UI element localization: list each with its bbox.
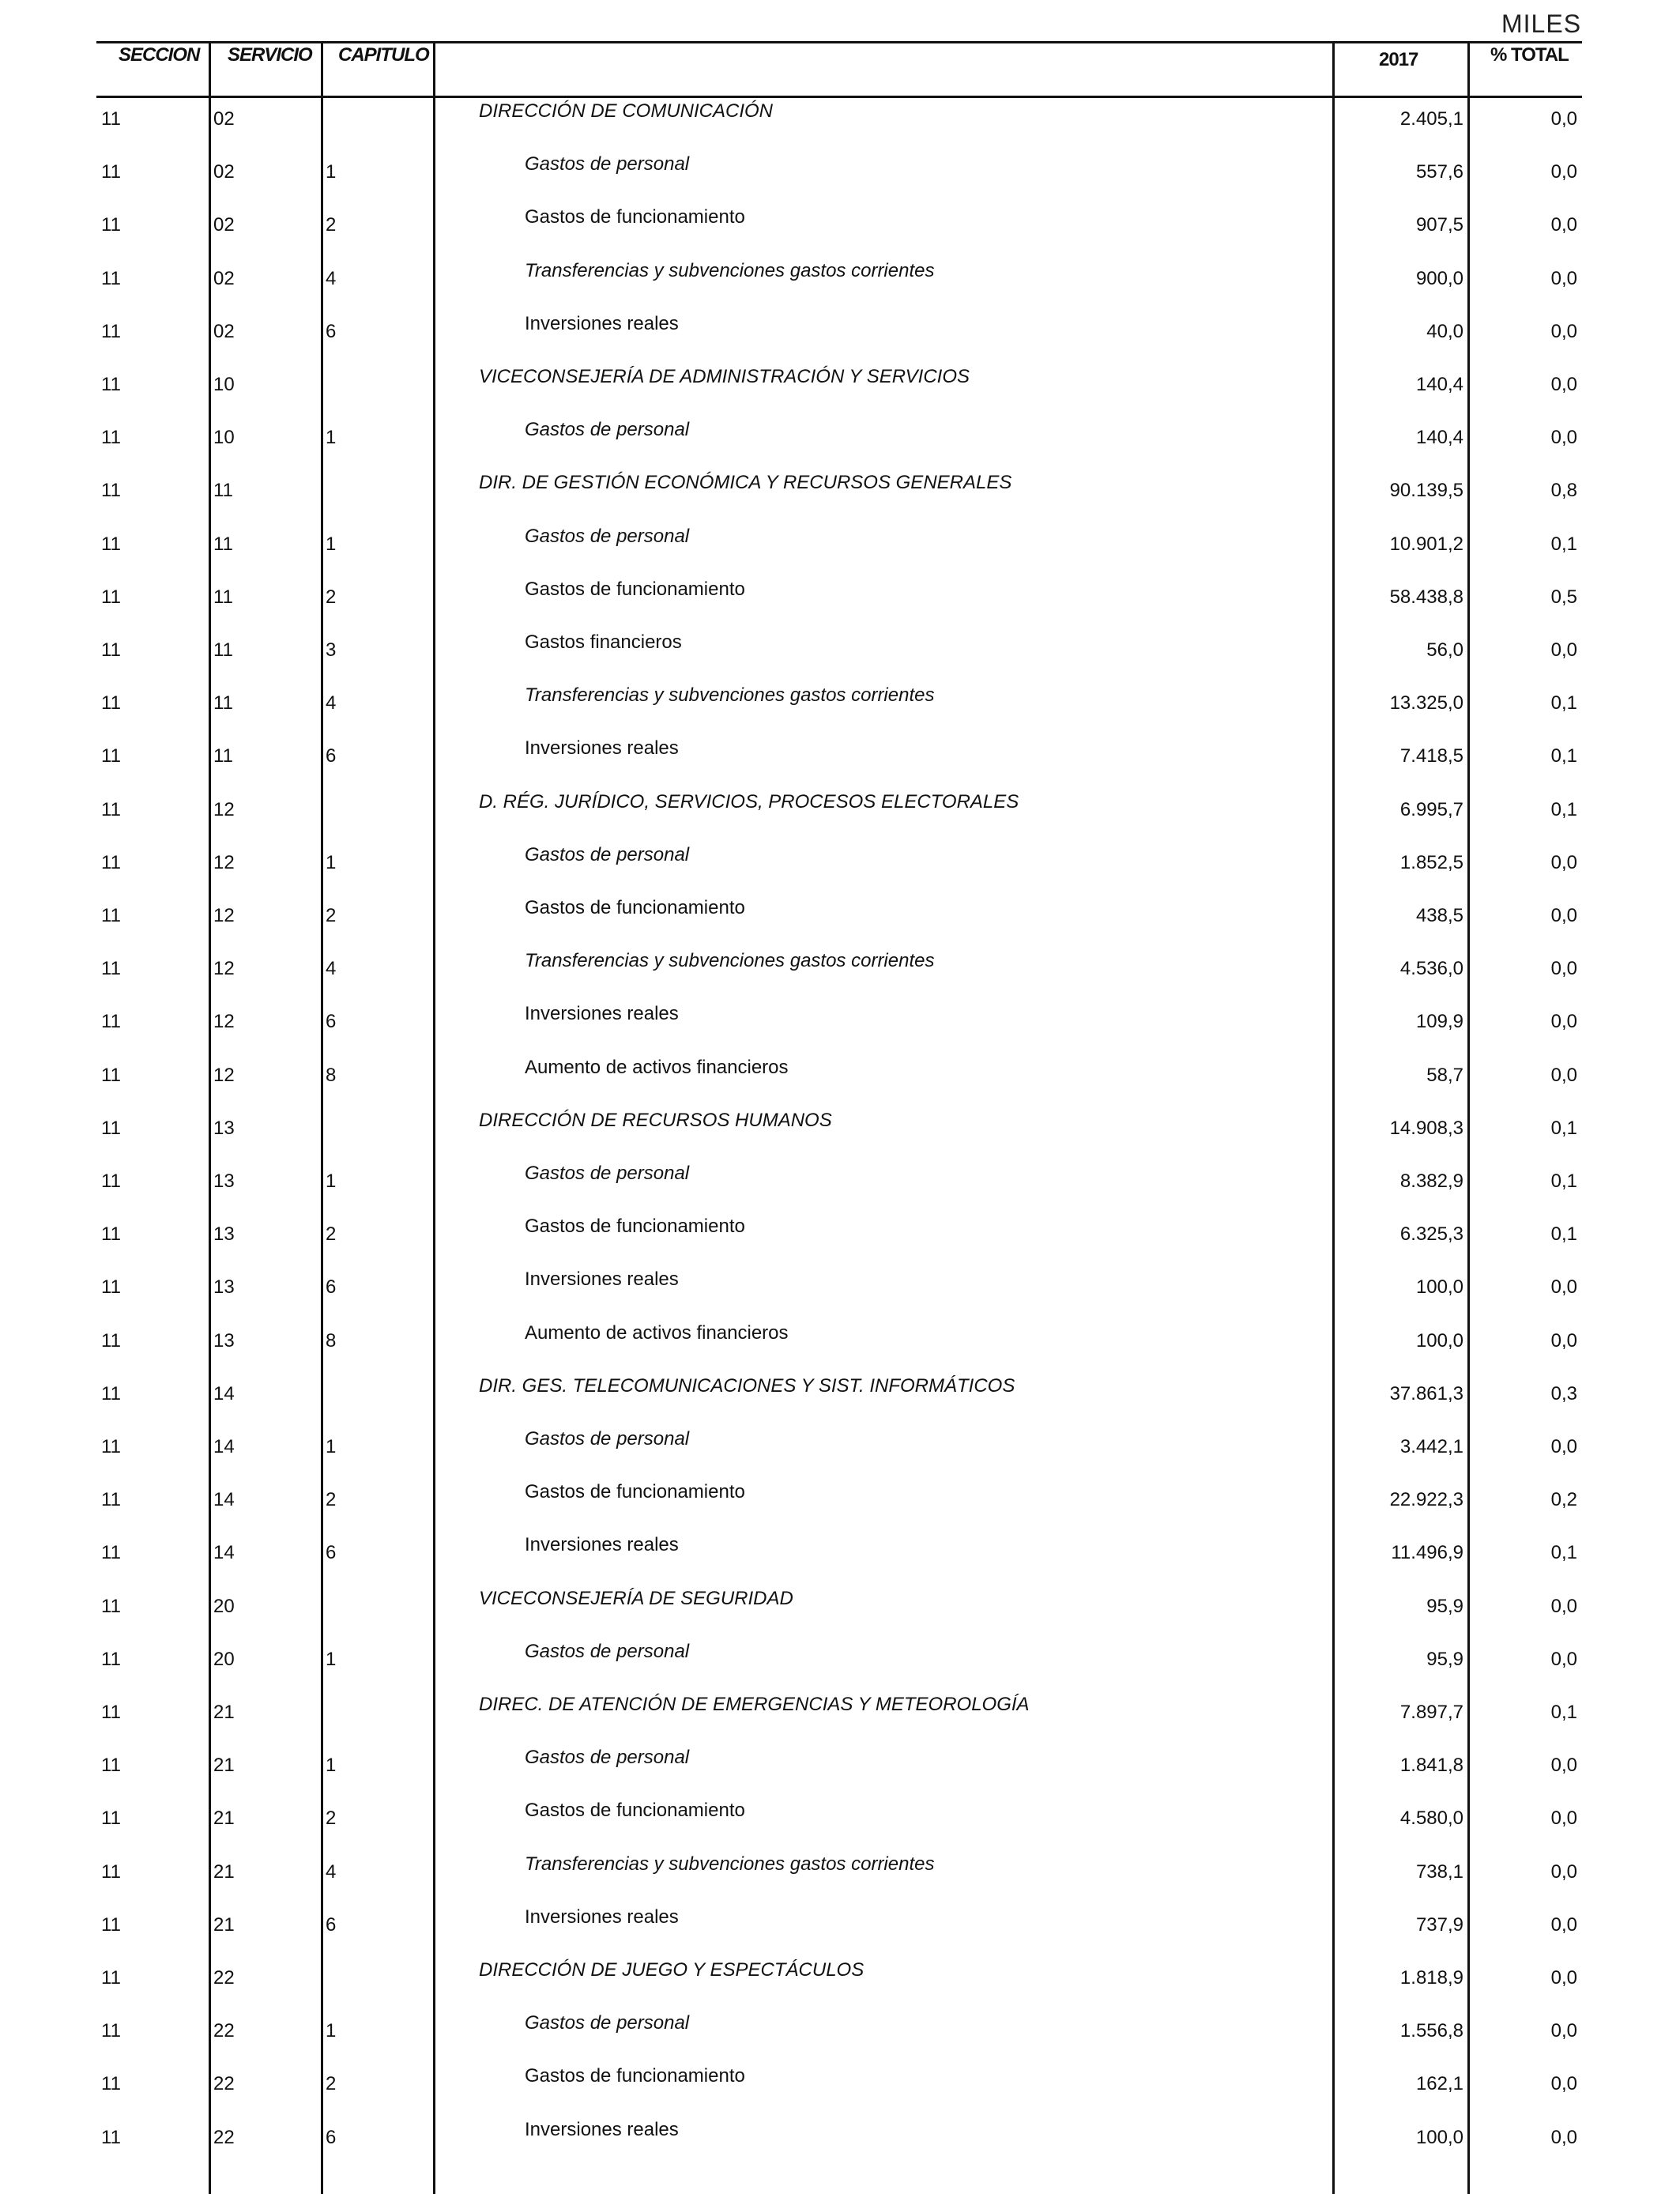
capitulo-cell: 1 — [326, 533, 337, 555]
seccion-cell: 11 — [101, 480, 121, 502]
seccion-cell: 11 — [101, 108, 121, 130]
seccion-cell: 11 — [101, 1117, 121, 1139]
servicio-cell: 02 — [213, 214, 235, 236]
servicio-cell: 22 — [213, 1967, 235, 1989]
amount-2017-cell: 6.325,3 — [1399, 1223, 1463, 1246]
seccion-cell: 11 — [101, 1860, 121, 1883]
amount-2017-cell: 737,9 — [1415, 1913, 1463, 1936]
seccion-cell: 11 — [101, 958, 121, 980]
servicio-cell: 11 — [213, 586, 233, 608]
servicio-cell: 21 — [213, 1755, 235, 1777]
seccion-cell: 11 — [101, 1702, 121, 1723]
seccion-cell: 11 — [101, 1913, 121, 1936]
table-row — [0, 523, 1680, 576]
table-row — [0, 1744, 1680, 1797]
servicio-cell: 11 — [213, 639, 233, 661]
seccion-cell: 11 — [101, 798, 121, 820]
capitulo-cell: 4 — [326, 958, 337, 980]
servicio-cell: 02 — [213, 108, 235, 130]
seccion-cell: 11 — [101, 267, 121, 289]
amount-2017-cell: 3.442,1 — [1399, 1436, 1463, 1457]
amount-2017-cell: 58.438,8 — [1389, 586, 1463, 608]
pct-total-cell: 0,0 — [1550, 2073, 1577, 2095]
amount-2017-cell: 1.818,9 — [1399, 1967, 1463, 1989]
table-row — [0, 1001, 1680, 1054]
table-row — [0, 1266, 1680, 1319]
table-row — [0, 1691, 1680, 1744]
pct-total-cell: 0,0 — [1550, 1011, 1577, 1033]
table-row — [0, 1320, 1680, 1373]
table-row — [0, 629, 1680, 682]
servicio-cell: 12 — [213, 1064, 235, 1086]
seccion-cell: 11 — [101, 2073, 121, 2095]
description-cell: Inversiones reales — [525, 1906, 679, 1928]
table-row — [0, 1904, 1680, 1957]
servicio-cell: 14 — [213, 1542, 235, 1564]
amount-2017-cell: 140,4 — [1415, 427, 1463, 449]
amount-2017-cell: 907,5 — [1415, 214, 1463, 236]
servicio-cell: 12 — [213, 798, 235, 820]
table-row — [0, 1107, 1680, 1160]
capitulo-cell: 1 — [326, 1436, 337, 1457]
capitulo-cell: 2 — [326, 586, 337, 608]
table-row — [0, 469, 1680, 522]
capitulo-cell: 4 — [326, 1860, 337, 1883]
pct-total-cell: 0,0 — [1550, 1064, 1577, 1086]
amount-2017-cell: 557,6 — [1415, 161, 1463, 183]
seccion-cell: 11 — [101, 1329, 121, 1351]
table-row — [0, 1957, 1680, 2010]
amount-2017-cell: 100,0 — [1415, 1276, 1463, 1299]
seccion-cell: 11 — [101, 905, 121, 926]
table-row — [0, 417, 1680, 469]
capitulo-cell: 2 — [326, 214, 337, 236]
capitulo-cell: 4 — [326, 692, 337, 714]
amount-2017-cell: 738,1 — [1415, 1860, 1463, 1883]
servicio-cell: 20 — [213, 1648, 235, 1670]
servicio-cell: 12 — [213, 1011, 235, 1033]
table-row — [0, 2063, 1680, 2116]
table-row — [0, 1054, 1680, 1107]
table-row — [0, 1532, 1680, 1585]
description-cell: Gastos de funcionamiento — [525, 1216, 745, 1238]
description-cell: Aumento de activos financieros — [525, 1056, 789, 1078]
pct-total-cell: 0,1 — [1550, 692, 1577, 714]
pct-total-cell: 0,0 — [1550, 905, 1577, 926]
description-cell: DIR. GES. TELECOMUNICACIONES Y SIST. INFORMÁTICOS — [479, 1374, 1015, 1397]
pct-total-cell: 0,5 — [1550, 586, 1577, 608]
servicio-cell: 13 — [213, 1223, 235, 1246]
pct-total-cell: 0,0 — [1550, 1595, 1577, 1617]
table-row — [0, 364, 1680, 417]
table-row — [0, 948, 1680, 1001]
description-cell: Gastos de funcionamiento — [525, 2065, 745, 2087]
capitulo-cell: 1 — [326, 1648, 337, 1670]
description-cell: Gastos de personal — [525, 1640, 690, 1662]
pct-total-cell: 0,0 — [1550, 320, 1577, 342]
seccion-cell: 11 — [101, 1542, 121, 1564]
description-cell: Inversiones reales — [525, 1534, 679, 1556]
description-cell: Inversiones reales — [525, 1003, 679, 1025]
capitulo-cell: 8 — [326, 1329, 337, 1351]
pct-total-cell: 0,2 — [1550, 1489, 1577, 1511]
capitulo-cell: 2 — [326, 1223, 337, 1246]
amount-2017-cell: 22.922,3 — [1389, 1489, 1463, 1511]
table-row — [0, 842, 1680, 895]
amount-2017-cell: 1.556,8 — [1399, 2020, 1463, 2042]
amount-2017-cell: 140,4 — [1415, 374, 1463, 395]
servicio-cell: 11 — [213, 692, 233, 714]
description-cell: Inversiones reales — [525, 1269, 679, 1291]
servicio-cell: 11 — [213, 533, 233, 555]
description-cell: Gastos de funcionamiento — [525, 1481, 745, 1503]
description-cell: Inversiones reales — [525, 737, 679, 760]
description-cell: Transferencias y subvenciones gastos corrientes — [525, 259, 935, 281]
table-row — [0, 1479, 1680, 1532]
table-row — [0, 2010, 1680, 2063]
amount-2017-cell: 1.852,5 — [1399, 851, 1463, 873]
servicio-cell: 14 — [213, 1489, 235, 1511]
seccion-cell: 11 — [101, 586, 121, 608]
servicio-cell: 12 — [213, 958, 235, 980]
description-cell: DIREC. DE ATENCIÓN DE EMERGENCIAS Y METEOROLOGÍA — [479, 1694, 1030, 1715]
capitulo-cell: 1 — [326, 2020, 337, 2042]
amount-2017-cell: 900,0 — [1415, 267, 1463, 289]
seccion-cell: 11 — [101, 692, 121, 714]
description-cell: Gastos de personal — [525, 1428, 690, 1449]
servicio-cell: 02 — [213, 161, 235, 183]
description-cell: VICECONSEJERÍA DE SEGURIDAD — [479, 1587, 793, 1609]
pct-total-cell: 0,1 — [1550, 1171, 1577, 1192]
amount-2017-cell: 438,5 — [1415, 905, 1463, 926]
description-cell: DIR. DE GESTIÓN ECONÓMICA Y RECURSOS GENERALES — [479, 472, 1012, 494]
amount-2017-cell: 14.908,3 — [1389, 1117, 1463, 1139]
pct-total-cell: 0,0 — [1550, 851, 1577, 873]
seccion-cell: 11 — [101, 1064, 121, 1086]
amount-2017-cell: 4.580,0 — [1399, 1808, 1463, 1830]
table-row — [0, 1373, 1680, 1426]
table-row — [0, 682, 1680, 735]
pct-total-cell: 0,0 — [1550, 427, 1577, 449]
seccion-cell: 11 — [101, 1436, 121, 1457]
seccion-cell: 11 — [101, 851, 121, 873]
capitulo-cell: 6 — [326, 745, 337, 767]
pct-total-cell: 0,0 — [1550, 1329, 1577, 1351]
seccion-cell: 11 — [101, 1011, 121, 1033]
pct-total-cell: 0,1 — [1550, 798, 1577, 820]
capitulo-cell: 4 — [326, 267, 337, 289]
amount-2017-cell: 6.995,7 — [1399, 798, 1463, 820]
pct-total-cell: 0,0 — [1550, 374, 1577, 395]
servicio-cell: 02 — [213, 267, 235, 289]
pct-total-cell: 0,1 — [1550, 1117, 1577, 1139]
amount-2017-cell: 7.897,7 — [1399, 1702, 1463, 1723]
capitulo-cell: 2 — [326, 1808, 337, 1830]
description-cell: Gastos de funcionamiento — [525, 1800, 745, 1822]
description-cell: Gastos de personal — [525, 843, 690, 865]
amount-2017-cell: 95,9 — [1426, 1595, 1463, 1617]
description-cell: Gastos de personal — [525, 419, 690, 441]
pct-total-cell: 0,1 — [1550, 533, 1577, 555]
pct-total-cell: 0,0 — [1550, 1967, 1577, 1989]
amount-2017-cell: 7.418,5 — [1399, 745, 1463, 767]
servicio-cell: 13 — [213, 1117, 235, 1139]
servicio-cell: 14 — [213, 1436, 235, 1457]
capitulo-cell: 2 — [326, 905, 337, 926]
pct-total-cell: 0,1 — [1550, 1223, 1577, 1246]
description-cell: DIRECCIÓN DE COMUNICACIÓN — [479, 100, 774, 122]
capitulo-cell: 6 — [326, 1276, 337, 1299]
capitulo-cell: 1 — [326, 1755, 337, 1777]
table-row — [0, 1585, 1680, 1638]
header-year: 2017 — [1379, 49, 1418, 70]
table-row — [0, 2117, 1680, 2169]
table-row — [0, 1797, 1680, 1850]
description-cell: Inversiones reales — [525, 312, 679, 334]
amount-2017-cell: 40,0 — [1426, 320, 1463, 342]
description-cell: Transferencias y subvenciones gastos corrientes — [525, 1853, 935, 1875]
servicio-cell: 10 — [213, 374, 235, 395]
seccion-cell: 11 — [101, 1382, 121, 1404]
seccion-cell: 11 — [101, 639, 121, 661]
amount-2017-cell: 100,0 — [1415, 2126, 1463, 2148]
seccion-cell: 11 — [101, 320, 121, 342]
capitulo-cell: 1 — [326, 161, 337, 183]
pct-total-cell: 0,0 — [1550, 958, 1577, 980]
pct-total-cell: 0,0 — [1550, 267, 1577, 289]
pct-total-cell: 0,0 — [1550, 1913, 1577, 1936]
capitulo-cell: 2 — [326, 1489, 337, 1511]
amount-2017-cell: 162,1 — [1415, 2073, 1463, 2095]
amount-2017-cell: 109,9 — [1415, 1011, 1463, 1033]
pct-total-cell: 0,1 — [1550, 1542, 1577, 1564]
header-pct-total: % TOTAL — [1490, 44, 1569, 66]
seccion-cell: 11 — [101, 2020, 121, 2042]
servicio-cell: 12 — [213, 851, 235, 873]
description-cell: DIRECCIÓN DE JUEGO Y ESPECTÁCULOS — [479, 1959, 864, 1981]
description-cell: Gastos de funcionamiento — [525, 578, 745, 600]
description-cell: Gastos de funcionamiento — [525, 897, 745, 918]
amount-2017-cell: 1.841,8 — [1399, 1755, 1463, 1777]
pct-total-cell: 0,0 — [1550, 2020, 1577, 2042]
servicio-cell: 22 — [213, 2020, 235, 2042]
header-capitulo: CAPITULO — [338, 44, 429, 66]
table-row — [0, 204, 1680, 257]
amount-2017-cell: 11.496,9 — [1391, 1542, 1463, 1564]
capitulo-cell: 1 — [326, 851, 337, 873]
header-top-rule — [96, 41, 1582, 43]
amount-2017-cell: 90.139,5 — [1389, 480, 1463, 502]
seccion-cell: 11 — [101, 1755, 121, 1777]
servicio-cell: 11 — [213, 480, 233, 502]
pct-total-cell: 0,0 — [1550, 1755, 1577, 1777]
description-cell: Gastos de personal — [525, 1747, 690, 1769]
pct-total-cell: 0,0 — [1550, 214, 1577, 236]
pct-total-cell: 0,3 — [1550, 1382, 1577, 1404]
servicio-cell: 13 — [213, 1276, 235, 1299]
table-row — [0, 1851, 1680, 1904]
table-row — [0, 576, 1680, 629]
seccion-cell: 11 — [101, 1648, 121, 1670]
table-row — [0, 151, 1680, 204]
description-cell: VICECONSEJERÍA DE ADMINISTRACIÓN Y SERVICIOS — [479, 366, 970, 387]
amount-2017-cell: 100,0 — [1415, 1329, 1463, 1351]
capitulo-cell: 3 — [326, 639, 337, 661]
pct-total-cell: 0,1 — [1550, 745, 1577, 767]
seccion-cell: 11 — [101, 1276, 121, 1299]
table-row — [0, 1638, 1680, 1691]
units-label: MILES — [1501, 9, 1582, 38]
servicio-cell: 13 — [213, 1329, 235, 1351]
seccion-cell: 11 — [101, 2126, 121, 2148]
table-row — [0, 258, 1680, 311]
description-cell: Gastos financieros — [525, 631, 682, 653]
pct-total-cell: 0,0 — [1550, 1808, 1577, 1830]
servicio-cell: 10 — [213, 427, 235, 449]
table-row — [0, 895, 1680, 948]
seccion-cell: 11 — [101, 427, 121, 449]
header-seccion: SECCION — [119, 44, 200, 66]
amount-2017-cell: 8.382,9 — [1399, 1171, 1463, 1192]
amount-2017-cell: 37.861,3 — [1389, 1382, 1463, 1404]
seccion-cell: 11 — [101, 161, 121, 183]
description-cell: DIRECCIÓN DE RECURSOS HUMANOS — [479, 1109, 832, 1131]
pct-total-cell: 0,0 — [1550, 1276, 1577, 1299]
servicio-cell: 21 — [213, 1702, 235, 1723]
capitulo-cell: 1 — [326, 1171, 337, 1192]
seccion-cell: 11 — [101, 1489, 121, 1511]
servicio-cell: 11 — [213, 745, 233, 767]
capitulo-cell: 2 — [326, 2073, 337, 2095]
pct-total-cell: 0,0 — [1550, 2126, 1577, 2148]
seccion-cell: 11 — [101, 745, 121, 767]
servicio-cell: 21 — [213, 1808, 235, 1830]
amount-2017-cell: 95,9 — [1426, 1648, 1463, 1670]
table-row — [0, 1213, 1680, 1266]
amount-2017-cell: 2.405,1 — [1399, 108, 1463, 130]
description-cell: Gastos de personal — [525, 2012, 690, 2034]
pct-total-cell: 0,0 — [1550, 639, 1577, 661]
description-cell: Gastos de personal — [525, 1163, 690, 1184]
seccion-cell: 11 — [101, 1595, 121, 1617]
pct-total-cell: 0,0 — [1550, 161, 1577, 183]
amount-2017-cell: 13.325,0 — [1389, 692, 1463, 714]
servicio-cell: 13 — [213, 1171, 235, 1192]
table-row — [0, 735, 1680, 788]
amount-2017-cell: 58,7 — [1426, 1064, 1463, 1086]
table-row — [0, 311, 1680, 364]
table-row — [0, 789, 1680, 842]
capitulo-cell: 6 — [326, 1913, 337, 1936]
capitulo-cell: 6 — [326, 1542, 337, 1564]
description-cell: Inversiones reales — [525, 2118, 679, 2140]
capitulo-cell: 6 — [326, 2126, 337, 2148]
description-cell: Gastos de personal — [525, 153, 690, 175]
seccion-cell: 11 — [101, 214, 121, 236]
pct-total-cell: 0,1 — [1550, 1702, 1577, 1723]
amount-2017-cell: 10.901,2 — [1389, 533, 1463, 555]
description-cell: Transferencias y subvenciones gastos corrientes — [525, 950, 935, 972]
description-cell: D. RÉG. JURÍDICO, SERVICIOS, PROCESOS ELECTORALES — [479, 790, 1019, 812]
capitulo-cell: 6 — [326, 320, 337, 342]
seccion-cell: 11 — [101, 1808, 121, 1830]
servicio-cell: 14 — [213, 1382, 235, 1404]
capitulo-cell: 1 — [326, 427, 337, 449]
capitulo-cell: 8 — [326, 1064, 337, 1086]
servicio-cell: 22 — [213, 2126, 235, 2148]
seccion-cell: 11 — [101, 374, 121, 395]
table-row — [0, 98, 1680, 151]
table-row — [0, 1160, 1680, 1213]
description-cell: Transferencias y subvenciones gastos corrientes — [525, 684, 935, 707]
seccion-cell: 11 — [101, 1223, 121, 1246]
servicio-cell: 22 — [213, 2073, 235, 2095]
amount-2017-cell: 4.536,0 — [1399, 958, 1463, 980]
pct-total-cell: 0,0 — [1550, 1436, 1577, 1457]
description-cell: Gastos de personal — [525, 525, 690, 547]
servicio-cell: 20 — [213, 1595, 235, 1617]
description-cell: Aumento de activos financieros — [525, 1321, 789, 1344]
pct-total-cell: 0,0 — [1550, 108, 1577, 130]
pct-total-cell: 0,8 — [1550, 480, 1577, 502]
seccion-cell: 11 — [101, 533, 121, 555]
servicio-cell: 21 — [213, 1913, 235, 1936]
amount-2017-cell: 56,0 — [1426, 639, 1463, 661]
table-row — [0, 1426, 1680, 1479]
servicio-cell: 12 — [213, 905, 235, 926]
pct-total-cell: 0,0 — [1550, 1648, 1577, 1670]
servicio-cell: 21 — [213, 1860, 235, 1883]
capitulo-cell: 6 — [326, 1011, 337, 1033]
seccion-cell: 11 — [101, 1171, 121, 1192]
description-cell: Gastos de funcionamiento — [525, 206, 745, 228]
servicio-cell: 02 — [213, 320, 235, 342]
pct-total-cell: 0,0 — [1550, 1860, 1577, 1883]
seccion-cell: 11 — [101, 1967, 121, 1989]
header-servicio: SERVICIO — [228, 44, 312, 66]
